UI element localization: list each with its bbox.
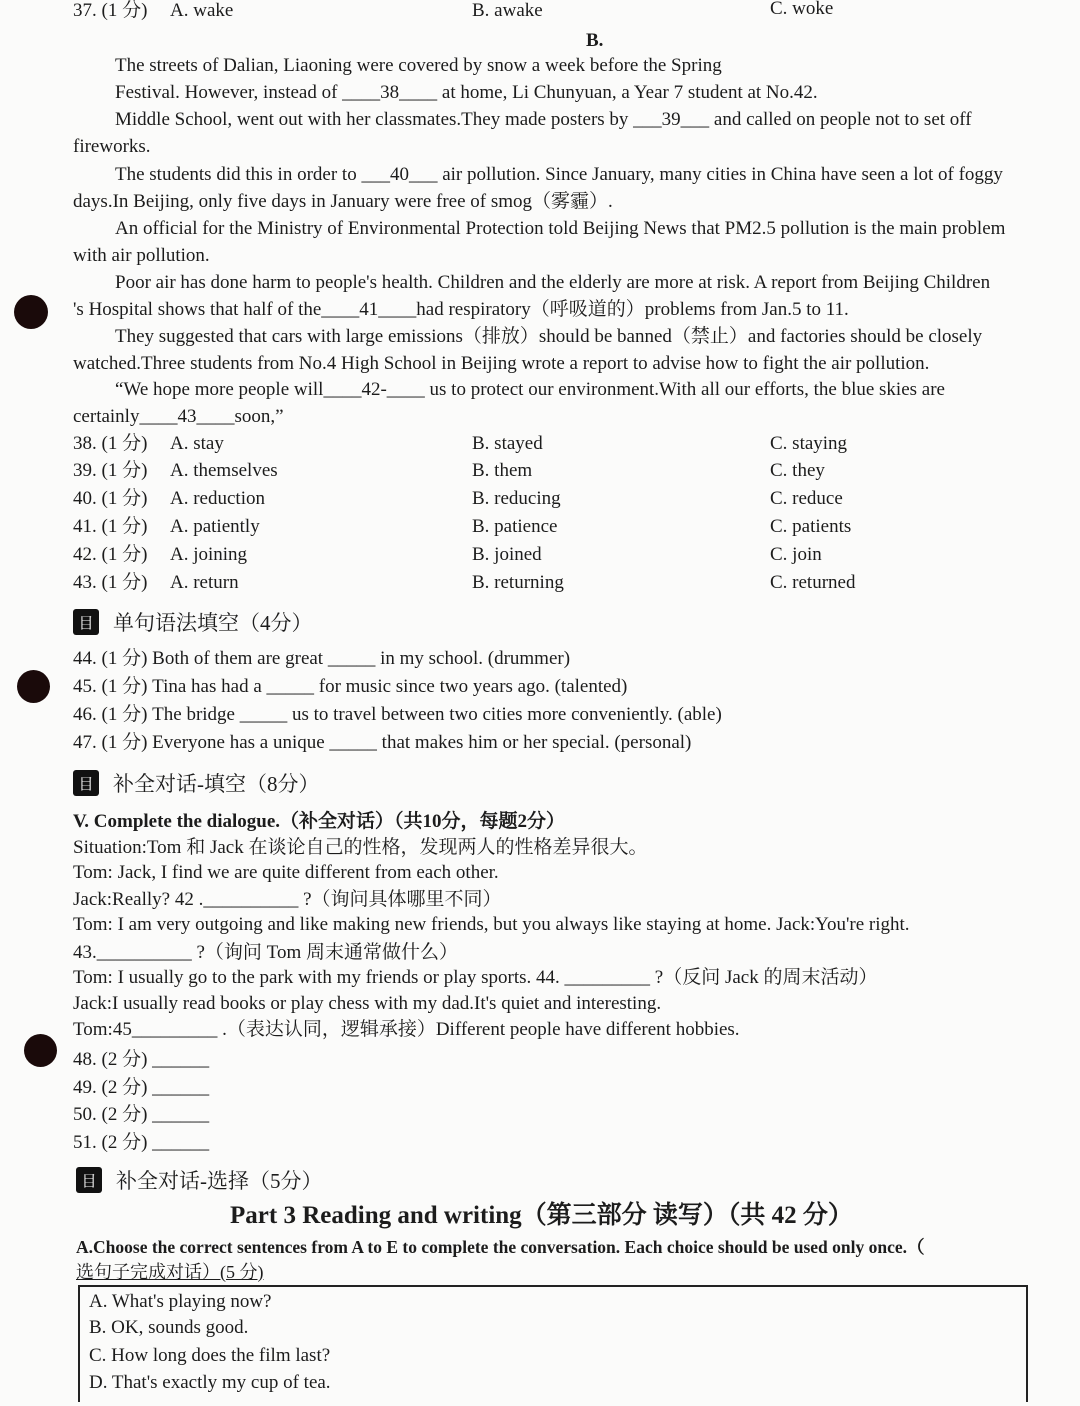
option-a: A. themselves (170, 460, 278, 481)
choice-option: A. What's playing now? (89, 1291, 272, 1312)
dialogue-line: Situation:Tom 和 Jack 在谈论自己的性格，发现两人的性格差异很大。 (73, 837, 648, 858)
option-b: B. reducing (472, 488, 561, 509)
section-title: 补全对话-选择（5分） (116, 1169, 323, 1193)
grammar-question: 47. (1 分) Everyone has a unique _____ that makes him or her special. (personal) (73, 732, 692, 753)
part3-instructions-cont: 选句子完成对话）(5 分) (76, 1262, 264, 1282)
grammar-question: 45. (1 分) Tina has had a _____ for music since two years ago. (talented) (73, 676, 628, 697)
part3-instructions: A.Choose the correct sentences from A to E to complete the conversation. Each choice should be used only once.（ (76, 1237, 925, 1257)
question-number: 41. (1 分) (73, 516, 148, 537)
answer-line: 48. (2 分) ______ (73, 1049, 210, 1070)
option-a: A. reduction (170, 488, 265, 509)
dialogue-line: Tom: I usually go to the park with my friends or play sports. 44. _________ ?（反问 Jack 的周末活动） (73, 967, 878, 988)
choice-option: B. OK, sounds good. (89, 1317, 249, 1338)
answer-line: 50. (2 分) ______ (73, 1104, 210, 1125)
dialogue-line: Tom:45_________ .（表达认同，逻辑承接）Different people have different hobbies. (73, 1019, 740, 1040)
option-b: B. awake (472, 0, 543, 21)
option-c: C. woke (770, 0, 834, 19)
dialogue-line: Jack:Really? 42 .__________ ?（询问具体哪里不同） (73, 889, 502, 910)
option-c: C. they (770, 460, 825, 481)
option-b: B. them (472, 460, 533, 481)
section-icon: 目 (76, 1167, 102, 1193)
question-number: 38. (1 分) (73, 433, 148, 454)
dialogue-line: Tom: Jack, I find we are quite different from each other. (73, 862, 499, 883)
section-title: 补全对话-填空（8分） (113, 772, 320, 796)
option-c: C. join (770, 544, 822, 565)
passage-line: “We hope more people will____42-____ us to protect our environment.With all our efforts, the blue skies are (115, 379, 945, 400)
option-c: C. patients (770, 516, 852, 537)
option-c: C. staying (770, 433, 848, 454)
passage-line: They suggested that cars with large emissions（排放）should be banned（禁止）and factories should be closely (115, 326, 983, 347)
passage-line: watched.Three students from No.4 High School in Beijing wrote a report to advise how to fight the air pollution. (73, 353, 930, 374)
grammar-question: 46. (1 分) The bridge _____ us to travel between two cities more conveniently. (able) (73, 704, 722, 725)
question-number: 40. (1 分) (73, 488, 148, 509)
passage-line: Middle School, went out with her classmates.They made posters by ___39___ and called on people not to set off (115, 109, 972, 130)
option-a: A. wake (170, 0, 234, 21)
choice-option: C. How long does the film last? (89, 1345, 331, 1366)
option-a: A. joining (170, 544, 248, 565)
part3-title: Part 3 Reading and writing（第三部分 读写）（共 42 分） (230, 1202, 853, 1229)
section-header-grammar (73, 607, 313, 637)
dialogue-line: 43.__________ ?（询问 Tom 周末通常做什么） (73, 942, 458, 963)
question-number: 39. (1 分) (73, 460, 148, 481)
punch-hole (24, 1034, 57, 1067)
section-header-dialogue-fill (73, 768, 320, 798)
dialogue-line: Tom: I am very outgoing and like making new friends, but you always like staying at home. Jack:You're right. (73, 914, 910, 935)
passage-line: An official for the Ministry of Environmental Protection told Beijing News that PM2.5 pollution is the main problem (115, 218, 1006, 239)
passage-line: Poor air has done harm to people's health. Children and the elderly are more at risk. A report from Beijing Children (115, 272, 991, 293)
answer-line: 49. (2 分) ______ (73, 1077, 210, 1098)
section-header-dialogue-choice (76, 1165, 323, 1195)
section-label: B. (586, 30, 604, 51)
option-b: B. returning (472, 572, 564, 593)
option-c: C. returned (770, 572, 856, 593)
option-b: B. patience (472, 516, 558, 537)
question-number: 37. (1 分) (73, 0, 148, 21)
option-a: A. stay (170, 433, 224, 454)
answer-line: 51. (2 分) ______ (73, 1132, 210, 1153)
option-b: B. stayed (472, 433, 543, 454)
section-icon: 目 (73, 609, 99, 635)
passage-line: with air pollution. (73, 245, 210, 266)
choices-box (78, 1285, 1028, 1402)
passage-line: days.In Beijing, only five days in January were free of smog（雾霾）. (73, 191, 613, 212)
punch-hole (14, 295, 48, 329)
punch-hole (17, 670, 50, 703)
dialogue-title: V. Complete the dialogue.（补全对话）（共10分，每题2分） (73, 811, 566, 832)
grammar-question: 44. (1 分) Both of them are great _____ in my school. (drummer) (73, 648, 571, 669)
passage-line: The students did this in order to ___40___ air pollution. Since January, many cities in China have seen a lot of foggy (115, 164, 1003, 185)
option-b: B. joined (472, 544, 542, 565)
passage-line: fireworks. (73, 136, 151, 157)
passage-line: 's Hospital shows that half of the____41____had respiratory（呼吸道的）problems from Jan.5 to 11. (73, 299, 849, 320)
option-a: A. return (170, 572, 239, 593)
dialogue-line: Jack:I usually read books or play chess with my dad.It's quiet and interesting. (73, 993, 662, 1014)
passage-line: Festival. However, instead of ____38____ at home, Li Chunyuan, a Year 7 student at No.42. (115, 82, 818, 103)
option-a: A. patiently (170, 516, 260, 537)
section-icon: 目 (73, 770, 99, 796)
option-c: C. reduce (770, 488, 843, 509)
section-title: 单句语法填空（4分） (113, 611, 313, 635)
question-number: 43. (1 分) (73, 572, 148, 593)
passage-line: certainly____43____soon,” (73, 406, 284, 427)
choice-option: D. That's exactly my cup of tea. (89, 1372, 331, 1393)
passage-line: The streets of Dalian, Liaoning were covered by snow a week before the Spring (115, 55, 722, 76)
question-number: 42. (1 分) (73, 544, 148, 565)
